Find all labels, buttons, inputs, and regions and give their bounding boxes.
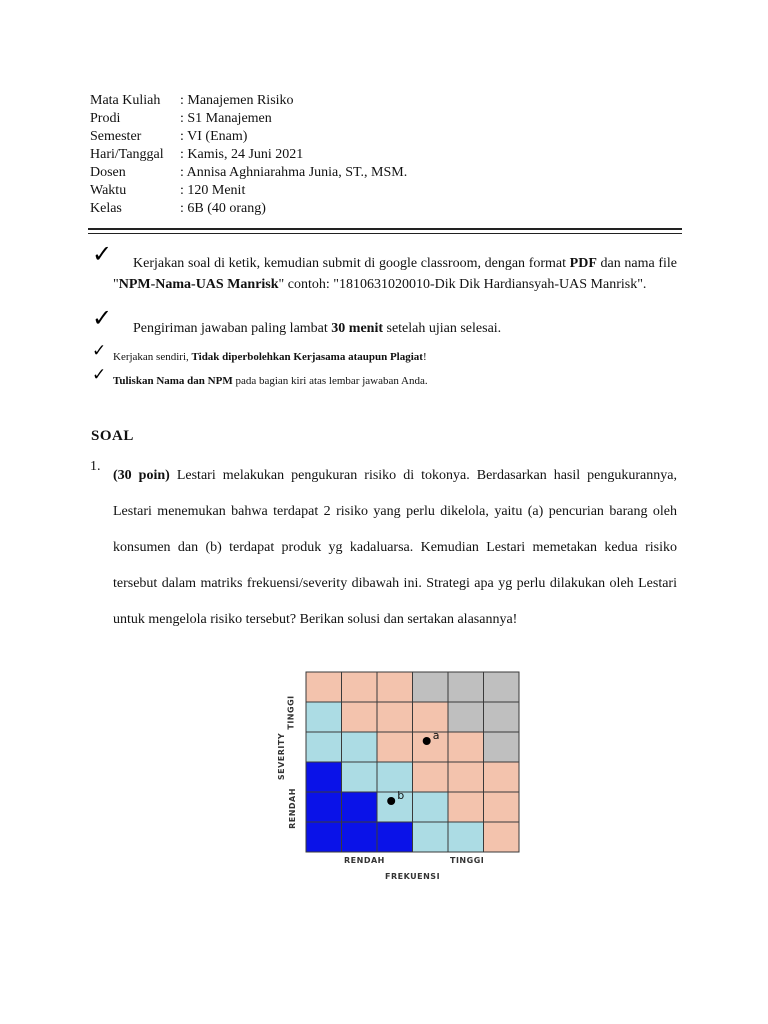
y-axis-title: SEVERITY	[277, 732, 287, 781]
matrix-cell	[377, 822, 413, 852]
info-value: : Kamis, 24 Juni 2021	[180, 147, 304, 162]
info-value: : VI (Enam)	[180, 129, 248, 144]
matrix-cell	[342, 702, 378, 732]
question-body: Lestari melakukan pengukuran risiko di tokonya. Berdasarkan hasil pengukurannya, Lestari menemukan bahwa terdapat 2 risiko yang perlu dikelola, yaitu (a) pencurian barang oleh konsumen dan (b) terdapat produk yg kadaluarsa. Kemudian Lestari memetakan kedua risiko tersebut dalam matriks frekuensi/severity dibawah ini. Strategi apa yg perlu dilakukan oleh Lestari untuk mengelola risiko tersebut? Berikan solusi dan sertakan alasannya!	[113, 468, 677, 627]
instruction-3	[113, 350, 427, 364]
instruction-bold: Tuliskan Nama dan NPM	[113, 375, 233, 387]
risk-point-label: b	[397, 789, 405, 802]
instruction-text: setelah ujian selesai.	[383, 321, 502, 336]
check-mark-icon: ✓	[92, 341, 107, 361]
matrix-cell	[377, 672, 413, 702]
info-label: Hari/Tanggal	[90, 147, 164, 162]
instruction-text: Pengiriman jawaban paling lambat	[133, 321, 332, 336]
double-rule-bottom	[88, 233, 682, 234]
matrix-cell	[448, 792, 484, 822]
matrix-cell	[448, 732, 484, 762]
matrix-cell	[448, 822, 484, 852]
section-title: SOAL	[91, 428, 134, 444]
check-mark-icon: ✓	[92, 240, 113, 268]
matrix-cell	[377, 762, 413, 792]
x-axis-low: RENDAH	[344, 856, 385, 865]
check-mark-icon: ✓	[92, 304, 113, 332]
double-rule-top	[88, 228, 682, 230]
instruction-bold: 30 menit	[331, 321, 383, 336]
matrix-cell	[306, 672, 342, 702]
question-text	[113, 458, 677, 638]
instruction-1	[113, 253, 677, 295]
instruction-text: Kerjakan sendiri,	[113, 351, 192, 363]
matrix-cell	[342, 792, 378, 822]
instruction-bold: Tidak diperbolehkan Kerjasama ataupun Plagiat	[191, 351, 423, 363]
info-row-lecturer	[90, 164, 690, 182]
instruction-text: dan nama file "	[113, 256, 677, 292]
matrix-cell	[342, 822, 378, 852]
info-value: : 120 Menit	[180, 183, 246, 198]
info-row-class	[90, 200, 690, 218]
course-info	[90, 92, 690, 218]
matrix-cell	[484, 762, 520, 792]
matrix-cell	[484, 702, 520, 732]
matrix-cell	[484, 672, 520, 702]
matrix-cell	[448, 672, 484, 702]
info-label: Kelas	[90, 201, 122, 216]
question-number: 1.	[90, 459, 101, 474]
matrix-cell	[306, 762, 342, 792]
matrix-cell	[484, 732, 520, 762]
x-axis-high: TINGGI	[450, 856, 485, 865]
info-row-semester	[90, 128, 690, 146]
matrix-cell	[306, 792, 342, 822]
info-value: : Manajemen Risiko	[180, 93, 294, 108]
instruction-2	[133, 318, 693, 339]
info-label: Waktu	[90, 183, 127, 198]
info-value: : S1 Manajemen	[180, 111, 272, 126]
risk-point-label: a	[432, 729, 440, 742]
x-axis-title: FREKUENSI	[385, 872, 441, 881]
risk-matrix	[262, 660, 532, 890]
risk-matrix-grid	[262, 660, 532, 890]
matrix-cell	[413, 672, 449, 702]
matrix-cell	[484, 792, 520, 822]
info-row-time	[90, 182, 690, 200]
matrix-cell	[484, 822, 520, 852]
risk-point-a	[423, 737, 431, 745]
info-label: Dosen	[90, 165, 126, 180]
info-label: Prodi	[90, 111, 121, 126]
matrix-cell	[448, 762, 484, 792]
matrix-cell	[377, 732, 413, 762]
instruction-text: pada bagian kiri atas lembar jawaban Anda.	[232, 375, 428, 387]
matrix-cell	[413, 822, 449, 852]
info-value: : Annisa Aghniarahma Junia, ST., MSM.	[180, 165, 408, 180]
matrix-cell	[413, 702, 449, 732]
instruction-4	[113, 374, 428, 388]
check-mark-icon: ✓	[92, 365, 107, 385]
matrix-cell	[413, 762, 449, 792]
info-label: Mata Kuliah	[90, 93, 161, 108]
matrix-cell	[448, 702, 484, 732]
info-value: : 6B (40 orang)	[180, 201, 266, 216]
instruction-text: " contoh: "1810631020010-Dik Dik Hardiansyah-UAS Manrisk".	[278, 277, 647, 292]
matrix-cell	[306, 702, 342, 732]
instruction-text: !	[422, 351, 427, 363]
matrix-cell	[342, 672, 378, 702]
matrix-cell	[306, 732, 342, 762]
instruction-text: Kerjakan soal di ketik, kemudian submit di google classroom, dengan format	[133, 256, 570, 271]
instruction-bold: PDF	[569, 256, 597, 271]
question-points: (30 poin)	[113, 468, 170, 483]
info-row-course	[90, 92, 690, 110]
matrix-cell	[377, 792, 413, 822]
matrix-cell	[306, 822, 342, 852]
matrix-cell	[342, 732, 378, 762]
matrix-cell	[377, 702, 413, 732]
info-row-date	[90, 146, 690, 164]
info-label: Semester	[90, 129, 142, 144]
y-axis-high: TINGGI	[286, 695, 296, 730]
matrix-cell	[342, 762, 378, 792]
y-axis-low: RENDAH	[287, 788, 297, 829]
matrix-cell	[413, 792, 449, 822]
instruction-bold: NPM-Nama-UAS Manrisk	[118, 277, 279, 292]
info-row-prodi	[90, 110, 690, 128]
risk-point-b	[387, 797, 395, 805]
matrix-cell	[413, 732, 449, 762]
